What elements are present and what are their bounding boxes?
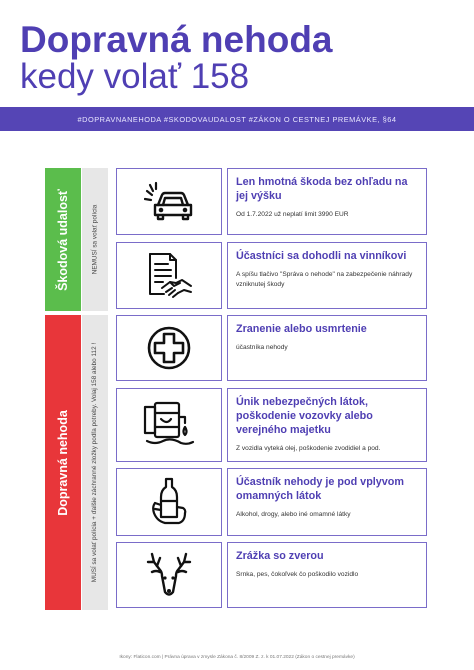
item-icon-box [116,315,222,381]
item-desc: Z vozidla vyteká olej, poškodenie zvodidiel a pod. [236,445,381,452]
item-title: Účastník nehody je pod vplyvom omamných látok [236,476,404,502]
item-text-box [227,388,427,462]
hashtag-text: #DOPRAVNANEHODA #SKODOVAUDALOST #ZÁKON O CESTNEJ PREMÁVKE, §64 [77,114,397,124]
item-icon-box [116,468,222,536]
barrel-leak-icon [141,401,197,449]
item-desc: Srnka, pes, čokoľvek čo poškodilo vozidlo [236,571,359,578]
item-title: Zrážka so zverou [236,550,324,562]
page-title: Dopravná nehoda [20,19,333,60]
item-text-box [227,242,427,309]
item-icon-box [116,542,222,608]
item-title: Únik nebezpečných látok, poškodenie vozovky alebo verejného majetku [236,396,373,436]
page-subtitle: kedy volať 158 [20,57,250,96]
item-title: Účastníci sa dohodli na vinníkovi [236,250,407,262]
medical-cross-icon [146,325,192,371]
section-skodova-text: Škodová udalosť [56,188,70,291]
item-text-box [227,315,427,381]
item-desc: účastníka nehody [236,344,288,351]
section-skodova-note-text: NEMUSÍ sa volať polícia [91,204,99,275]
item-title: Zranenie alebo usmrtenie [236,323,367,335]
car-crash-icon [144,181,194,223]
item-text-box [227,168,427,235]
item-icon-box [116,168,222,235]
section-note-skodova [82,168,108,311]
deer-icon [144,550,194,600]
item-desc: Od 1.7.2022 už neplatí limit 3990 EUR [236,211,349,218]
item-title: Len hmotná škoda bez ohľadu na jej výšku [236,176,408,202]
section-label-nehoda [45,315,81,610]
agreement-handshake-icon [144,252,194,300]
hand-bottle-icon [149,477,189,527]
section-note-nehoda [82,315,108,610]
hashtag-bar [0,107,474,131]
footer-credits: Ikony: Flaticon.com | Právna úprava v zmysle Zákona č. 8/2009 Z. z. k 01.07.2022 (Zákon o cestnej premávke) [119,655,355,660]
item-text-box [227,468,427,536]
section-nehoda-text: Dopravná nehoda [56,409,71,516]
item-icon-box [116,242,222,309]
item-desc: A spíšu tlačivo "Správa o nehode" na zabezpečenie náhrady vzniknutej škody [236,271,413,288]
section-nehoda-note-text: MUSÍ sa volať polícia + ďalšie záchranné zložky podľa potreby. Volaj 158 alebo 112 ! [91,342,99,583]
item-icon-box [116,388,222,462]
item-desc: Alkohol, drogy, alebo iné omamné látky [236,511,351,518]
section-label-skodova [45,168,81,311]
item-text-box [227,542,427,608]
